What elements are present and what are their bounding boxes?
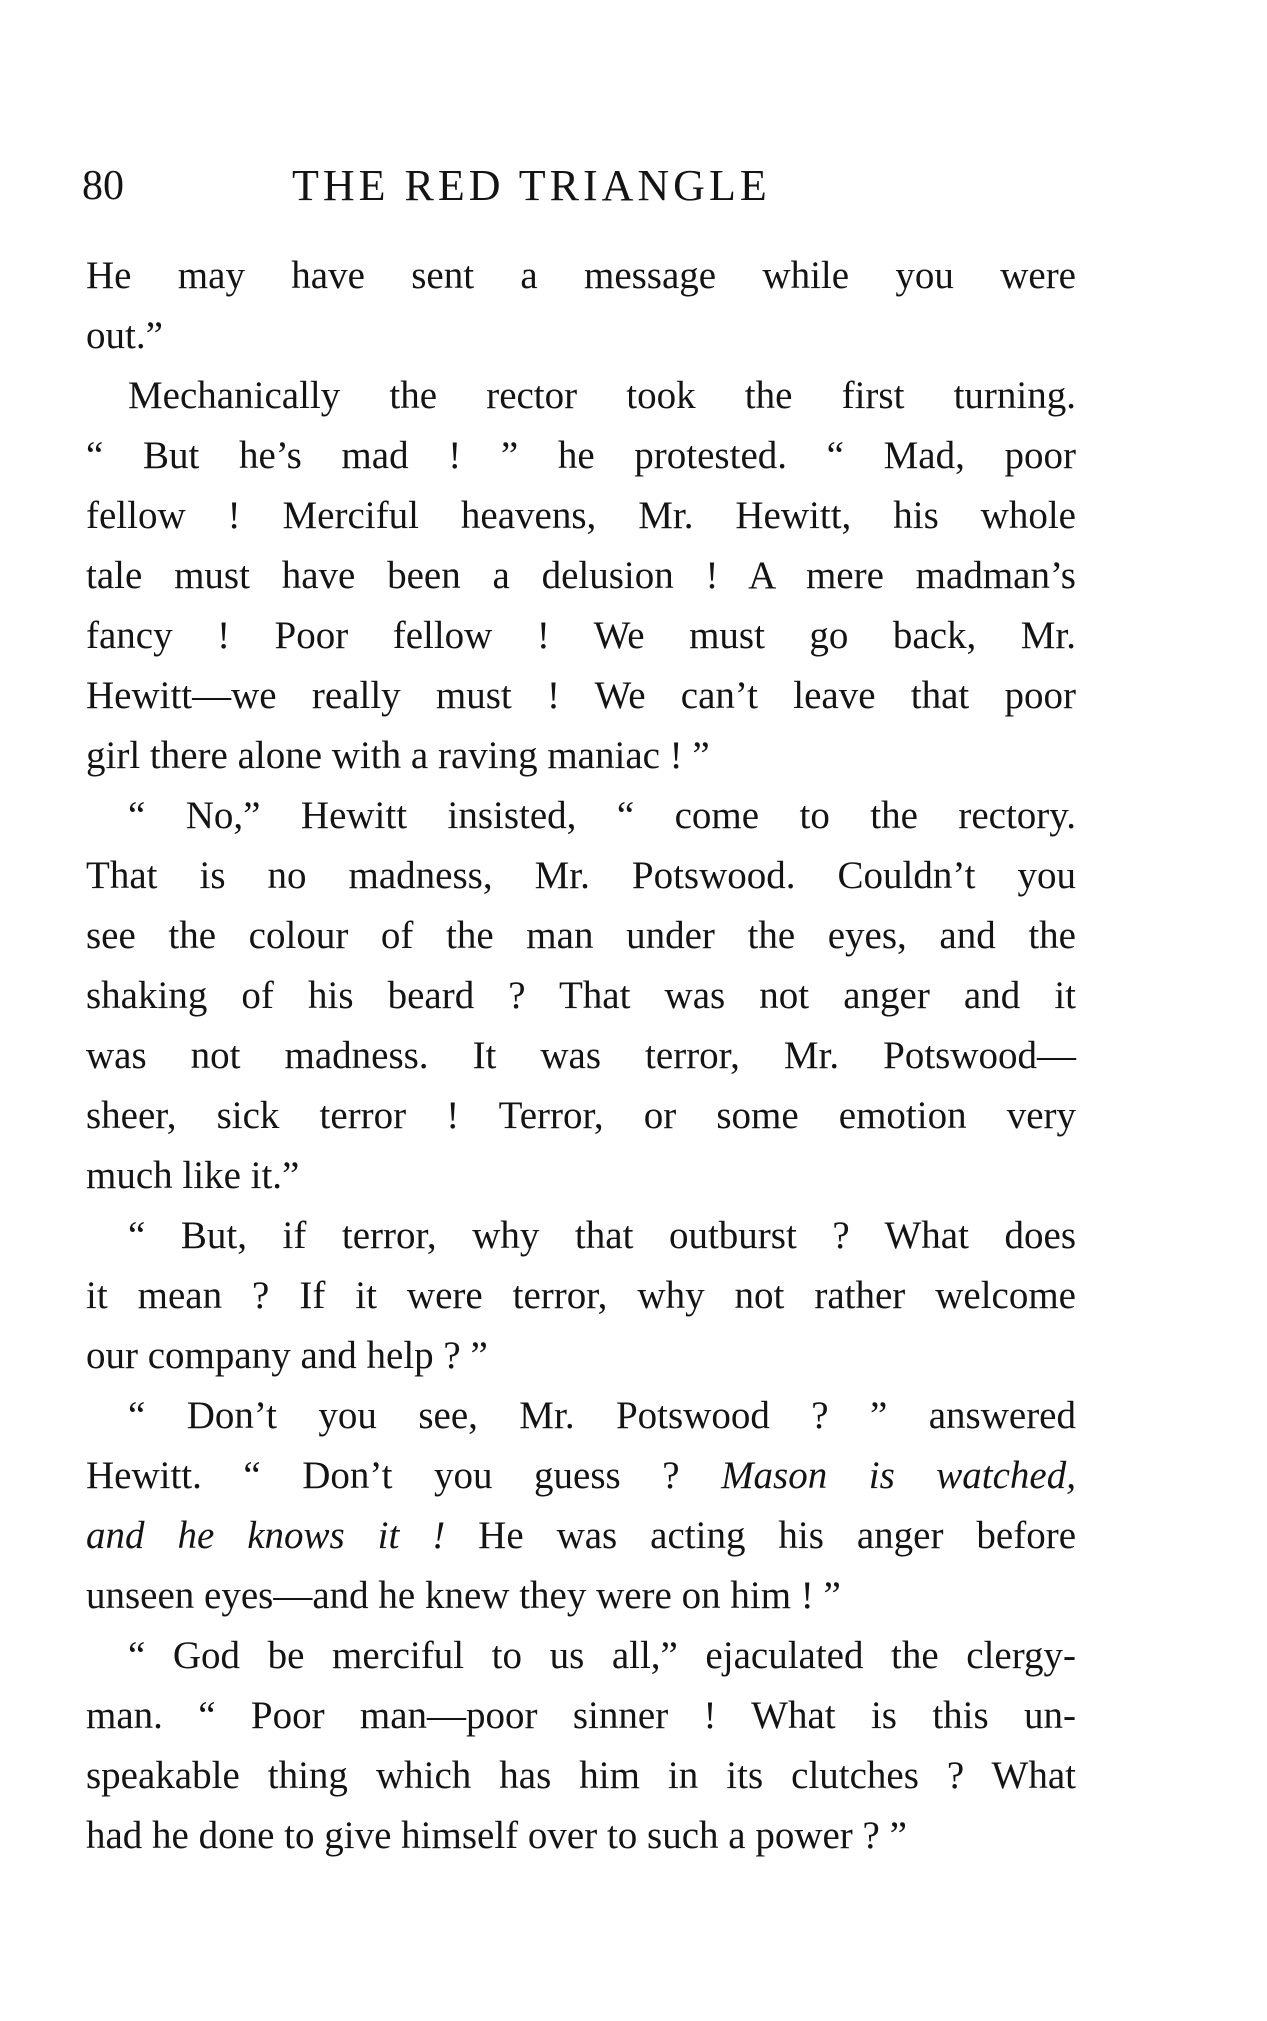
text-line: fellow ! Merciful heavens, Mr. Hewitt, his whole: [86, 494, 1076, 537]
italic-text: and he knows it !: [86, 1514, 446, 1557]
text-line: girl there alone with a raving maniac ! ”: [86, 734, 710, 777]
text-line: “ No,” Hewitt insisted, “ come to the rectory.: [128, 794, 1076, 837]
text-line: [86, 1446, 1076, 1506]
text-span: He was acting his anger before: [445, 1514, 1077, 1557]
text-line: That is no madness, Mr. Potswood. Couldn’t you: [86, 854, 1076, 897]
text-line: our company and help ? ”: [86, 1334, 488, 1377]
text-line: Hewitt—we really must ! We can’t leave that poor: [86, 674, 1076, 717]
text-line: He may have sent a message while you were: [86, 254, 1076, 297]
text-span: Hewitt. “ Don’t you guess ?: [86, 1454, 722, 1497]
text-line: see the colour of the man under the eyes, and the: [86, 914, 1076, 957]
text-line: “ Don’t you see, Mr. Potswood ? ” answered: [128, 1394, 1076, 1437]
running-title: THE RED TRIANGLE: [292, 161, 771, 210]
text-line: “ God be merciful to us all,” ejaculated the clergy-: [128, 1634, 1076, 1677]
text-line: had he done to give himself over to such a power ? ”: [86, 1814, 907, 1857]
text-line: “ But he’s mad ! ” he protested. “ Mad, poor: [86, 434, 1076, 477]
text-line: tale must have been a delusion ! A mere madman’s: [86, 554, 1076, 597]
page-number: 80: [82, 163, 124, 209]
text-line: shaking of his beard ? That was not anger and it: [86, 974, 1076, 1017]
text-line: unseen eyes—and he knew they were on him ! ”: [86, 1574, 841, 1617]
italic-text: Mason is watched,: [721, 1454, 1076, 1497]
text-line: fancy ! Poor fellow ! We must go back, Mr.: [86, 614, 1076, 657]
text-line: out.”: [86, 314, 163, 357]
text-line: man. “ Poor man—poor sinner ! What is this un-: [86, 1694, 1076, 1737]
text-line: Mechanically the rector took the first turning.: [128, 374, 1076, 417]
text-line: much like it.”: [86, 1154, 300, 1197]
text-line: it mean ? If it were terror, why not rather welcome: [86, 1274, 1076, 1317]
text-line: “ But, if terror, why that outburst ? What does: [128, 1214, 1076, 1257]
text-line: speakable thing which has him in its clutches ? What: [86, 1754, 1076, 1797]
page-header: [82, 156, 882, 216]
body-text: [86, 246, 1076, 1866]
text-line: sheer, sick terror ! Terror, or some emotion very: [86, 1094, 1076, 1137]
text-line: [86, 1506, 1076, 1566]
text-line: was not madness. It was terror, Mr. Potswood—: [86, 1034, 1076, 1077]
